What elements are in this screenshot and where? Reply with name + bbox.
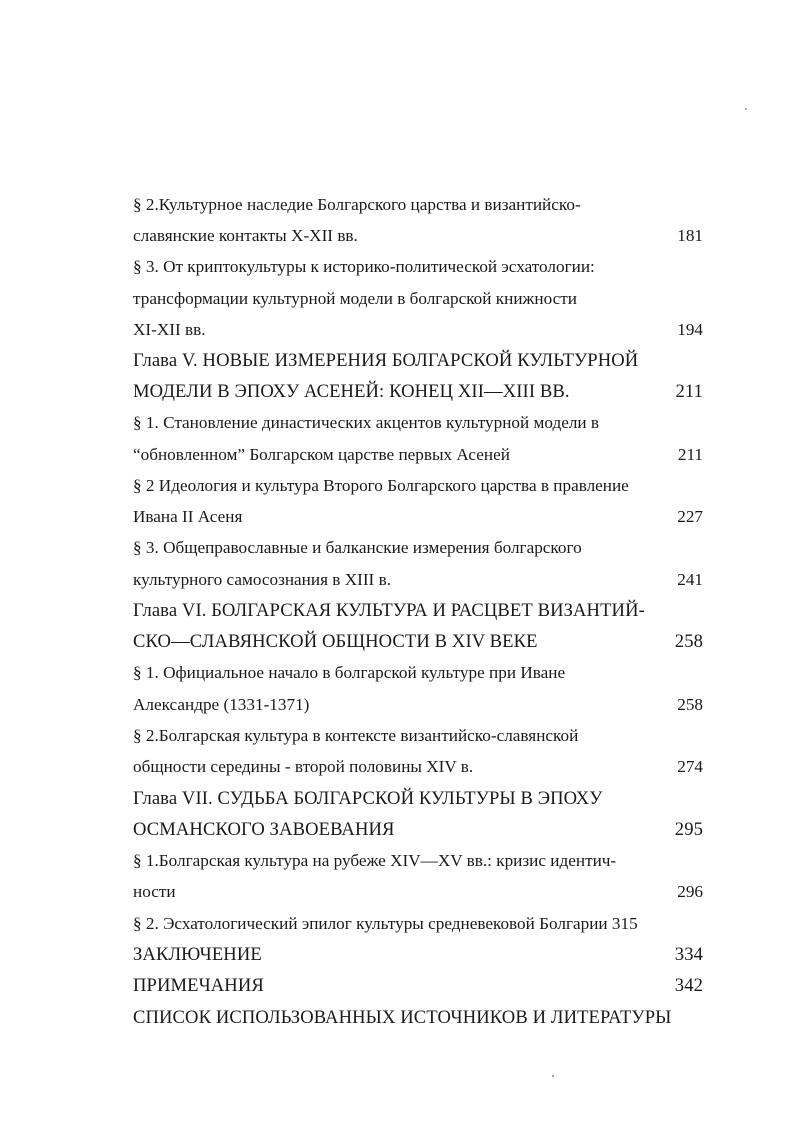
toc-page-number: 295 — [674, 819, 703, 840]
toc-entry-text: § 2. Эсхатологический эпилог культуры средневековой Болгарии 315 — [133, 914, 638, 933]
toc-page-number: 211 — [675, 381, 703, 402]
toc-entry-text: славянские контакты X-XII вв. — [133, 226, 358, 245]
toc-entry-text: СКО—СЛАВЯНСКОЙ ОБЩНОСТИ В XIV ВЕКЕ — [133, 631, 538, 652]
toc-page-number: 194 — [677, 320, 703, 339]
toc-entry-text: § 3. От криптокультуры к историко-политической эсхатологии: — [133, 257, 595, 276]
toc-page-number: 181 — [677, 226, 703, 245]
toc-entry-text: Ивана II Асеня — [133, 507, 243, 526]
toc-line — [133, 471, 703, 501]
toc-line — [133, 846, 703, 876]
toc-page-number: 227 — [677, 507, 703, 526]
toc-chapter-line — [133, 784, 703, 814]
toc-line — [133, 533, 703, 563]
toc-page-number: 342 — [674, 975, 703, 996]
toc-chapter-line — [133, 1003, 703, 1033]
toc-entry-text: § 1. Официальное начало в болгарской культуре при Иване — [133, 663, 566, 682]
toc-entry-text: § 2.Болгарская культура в контексте византийско-славянской — [133, 726, 579, 745]
toc-page-number: 258 — [677, 695, 703, 714]
toc-entry-text: общности середины - второй половины XIV в. — [133, 757, 474, 776]
scan-speck — [745, 108, 747, 110]
toc-entry-text: Глава VI. БОЛГАРСКАЯ КУЛЬТУРА И РАСЦВЕТ ВИЗАНТИЙ- — [133, 600, 645, 621]
toc-chapter-line — [133, 596, 703, 626]
toc-chapter-line — [133, 815, 703, 845]
toc-entry-text: МОДЕЛИ В ЭПОХУ АСЕНЕЙ: КОНЕЦ XII—XIII ВВ. — [133, 381, 570, 402]
toc-line — [133, 502, 703, 532]
toc-entry-text: Глава VII. СУДЬБА БОЛГАРСКОЙ КУЛЬТУРЫ В ЭПОХУ — [133, 788, 603, 809]
toc-chapter-line — [133, 971, 703, 1001]
toc-chapter-line — [133, 940, 703, 970]
toc-line — [133, 721, 703, 751]
toc-entry-text: § 1.Болгарская культура на рубеже XIV—XV вв.: кризис идентич- — [133, 851, 617, 870]
toc-entry-text: СПИСОК ИСПОЛЬЗОВАННЫХ ИСТОЧНИКОВ И ЛИТЕРАТУРЫ — [133, 1007, 672, 1028]
toc-line — [133, 284, 703, 314]
toc-line — [133, 190, 703, 220]
toc-chapter-line — [133, 377, 703, 407]
toc-entry-text: Глава V. НОВЫЕ ИЗМЕРЕНИЯ БОЛГАРСКОЙ КУЛЬТУРНОЙ — [133, 350, 639, 371]
toc-entry-text: культурного самосознания в XIII в. — [133, 570, 391, 589]
toc-page-number: 334 — [674, 944, 703, 965]
toc-entry-text: ности — [133, 882, 176, 901]
toc-line — [133, 690, 703, 720]
toc-entry-text: § 3. Общеправославные и балканские измерения болгарского — [133, 538, 582, 557]
toc-line — [133, 440, 703, 470]
toc-line — [133, 252, 703, 282]
toc-line — [133, 315, 703, 345]
toc-entry-text: “обновленном” Болгарском царстве первых Асеней — [133, 445, 510, 464]
toc-entry-text: Александре (1331-1371) — [133, 695, 310, 714]
toc-page-number: 241 — [677, 570, 703, 589]
toc-page-number: 211 — [677, 445, 703, 464]
toc-page-number: 274 — [677, 757, 703, 776]
toc-line — [133, 752, 703, 782]
toc-entry-text: § 1. Становление династических акцентов культурной модели в — [133, 413, 600, 432]
toc-line — [133, 565, 703, 595]
toc-chapter-line — [133, 627, 703, 657]
toc-chapter-line — [133, 346, 703, 376]
toc-line — [133, 408, 703, 438]
scan-speck — [552, 1075, 554, 1077]
toc-line — [133, 909, 703, 939]
toc-line — [133, 658, 703, 688]
toc-entry-text: трансформации культурной модели в болгарской книжности — [133, 289, 577, 308]
toc-entry-text: § 2.Культурное наследие Болгарского царства и византийско- — [133, 195, 581, 214]
toc-entry-text: ПРИМЕЧАНИЯ — [133, 975, 264, 996]
toc-entry-text: ЗАКЛЮЧЕНИЕ — [133, 944, 262, 965]
toc-line — [133, 877, 703, 907]
toc-entry-text: § 2 Идеология и культура Второго Болгарского царства в правление — [133, 476, 629, 495]
toc-entry-text: XI-XII вв. — [133, 320, 206, 339]
toc-page-number: 296 — [677, 882, 703, 901]
toc-page-number: 258 — [674, 631, 703, 652]
toc-line — [133, 221, 703, 251]
toc-entry-text: ОСМАНСКОГО ЗАВОЕВАНИЯ — [133, 819, 395, 840]
